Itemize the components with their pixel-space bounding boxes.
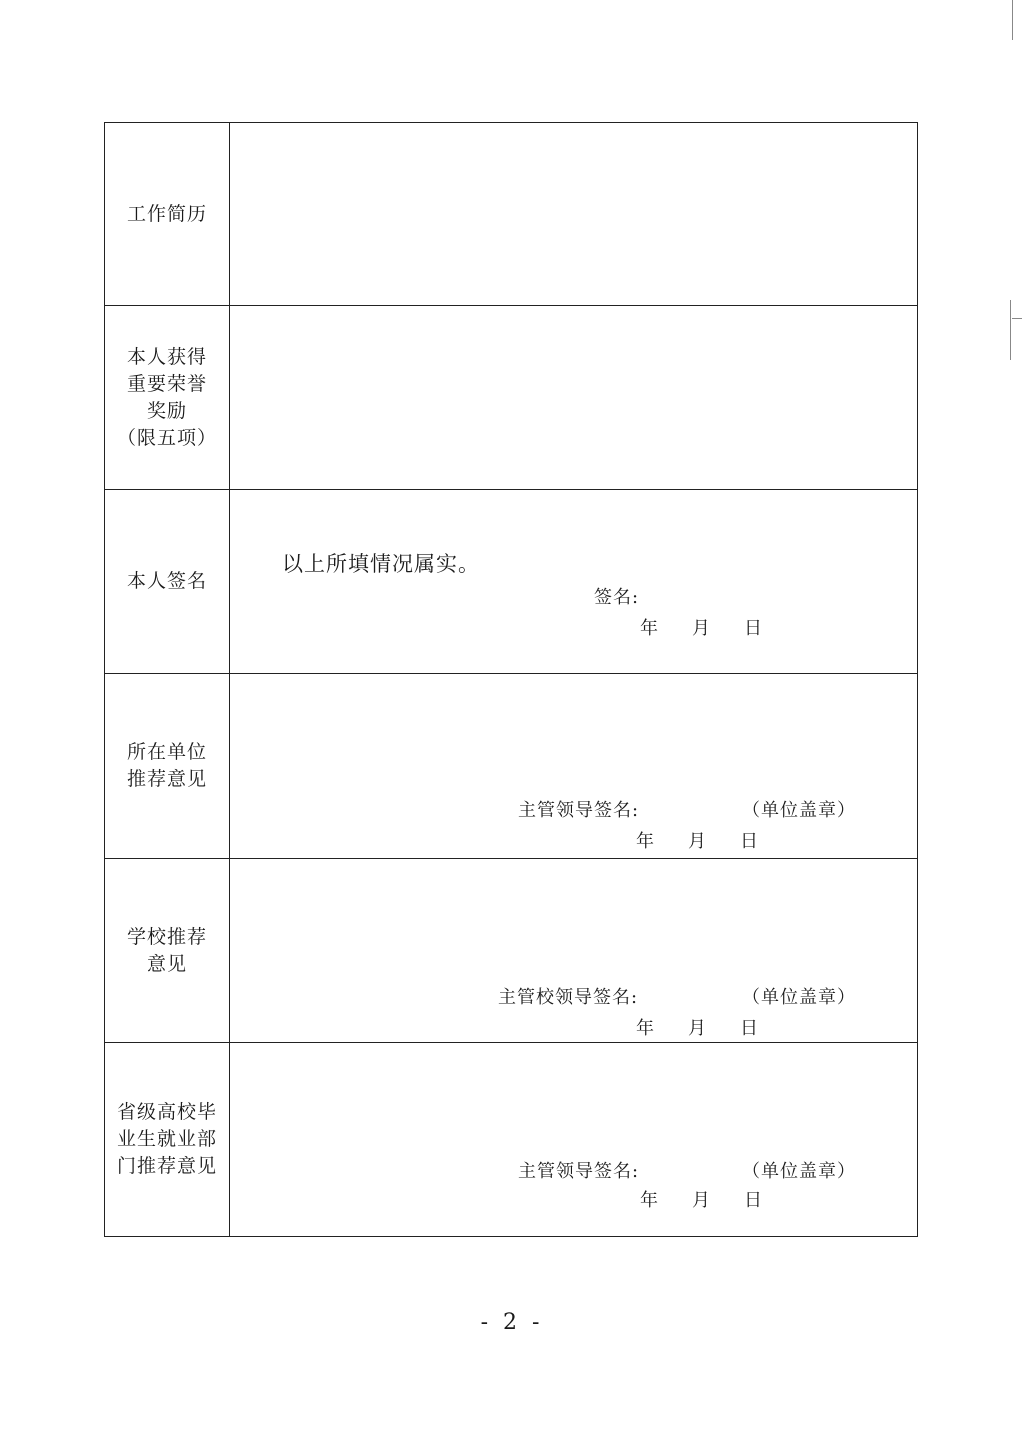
unit-seal-label: （单位盖章） bbox=[742, 987, 856, 1008]
label-line: 重要荣誉 bbox=[126, 372, 207, 395]
date-month: 月 bbox=[692, 1190, 710, 1211]
date-day: 日 bbox=[740, 1018, 758, 1039]
label-line: 本人签名 bbox=[126, 570, 207, 592]
unit-recommendation-field[interactable] bbox=[230, 674, 918, 859]
self-signature-label bbox=[105, 490, 230, 674]
label-line: （限五项） bbox=[116, 426, 217, 449]
self-signature-row bbox=[105, 490, 918, 674]
label-line: 意见 bbox=[146, 952, 187, 975]
label-line: 奖励 bbox=[146, 399, 187, 422]
unit-seal-label: （单位盖章） bbox=[742, 1161, 856, 1182]
honors-label bbox=[105, 306, 230, 490]
date-day: 日 bbox=[744, 1190, 762, 1211]
label-line: 学校推荐 bbox=[126, 925, 207, 948]
unit-recommendation-row bbox=[105, 674, 918, 859]
provincial-recommendation-row bbox=[105, 1043, 918, 1237]
scan-edge-mark bbox=[1012, 0, 1013, 40]
date-month: 月 bbox=[688, 831, 706, 852]
date-year: 年 bbox=[636, 831, 654, 852]
school-recommendation-field[interactable] bbox=[230, 859, 918, 1043]
provincial-recommendation-field[interactable] bbox=[230, 1043, 918, 1237]
school-leader-signature-label: 主管校领导签名: bbox=[498, 987, 639, 1008]
scan-edge-mark bbox=[1010, 300, 1011, 360]
leader-signature-label: 主管领导签名: bbox=[518, 1161, 640, 1182]
label-line: 业生就业部 bbox=[116, 1128, 217, 1150]
unit-seal-label: （单位盖章） bbox=[742, 800, 856, 821]
application-form-table bbox=[104, 122, 918, 1237]
label-line: 推荐意见 bbox=[126, 768, 207, 790]
honors-row bbox=[105, 306, 918, 490]
date-day: 日 bbox=[740, 831, 758, 852]
leader-signature-label: 主管领导签名: bbox=[518, 800, 640, 821]
unit-recommendation-label bbox=[105, 674, 230, 859]
work-history-field[interactable] bbox=[230, 123, 918, 306]
date-year: 年 bbox=[640, 618, 658, 639]
work-history-row bbox=[105, 123, 918, 306]
label-line: 省级高校毕 bbox=[116, 1101, 217, 1123]
page-number: - 2 - bbox=[480, 1310, 544, 1335]
honors-field[interactable] bbox=[230, 306, 918, 490]
label-line: 门推荐意见 bbox=[116, 1155, 217, 1177]
date-month: 月 bbox=[692, 618, 710, 639]
date-year: 年 bbox=[640, 1190, 658, 1211]
provincial-recommendation-label bbox=[105, 1043, 230, 1237]
date-month: 月 bbox=[688, 1018, 706, 1039]
scan-edge-mark bbox=[1012, 318, 1022, 319]
self-signature-field[interactable] bbox=[230, 490, 918, 674]
date-day: 日 bbox=[744, 618, 762, 639]
signature-label: 签名: bbox=[594, 587, 640, 608]
truth-statement: 以上所填情况属实。 bbox=[282, 552, 480, 576]
label-line: 所在单位 bbox=[126, 741, 207, 763]
work-history-label bbox=[105, 123, 230, 306]
label-line: 本人获得 bbox=[126, 345, 207, 368]
date-year: 年 bbox=[636, 1018, 654, 1039]
school-recommendation-row bbox=[105, 859, 918, 1043]
label-line: 工作简历 bbox=[126, 202, 207, 225]
school-recommendation-label bbox=[105, 859, 230, 1043]
